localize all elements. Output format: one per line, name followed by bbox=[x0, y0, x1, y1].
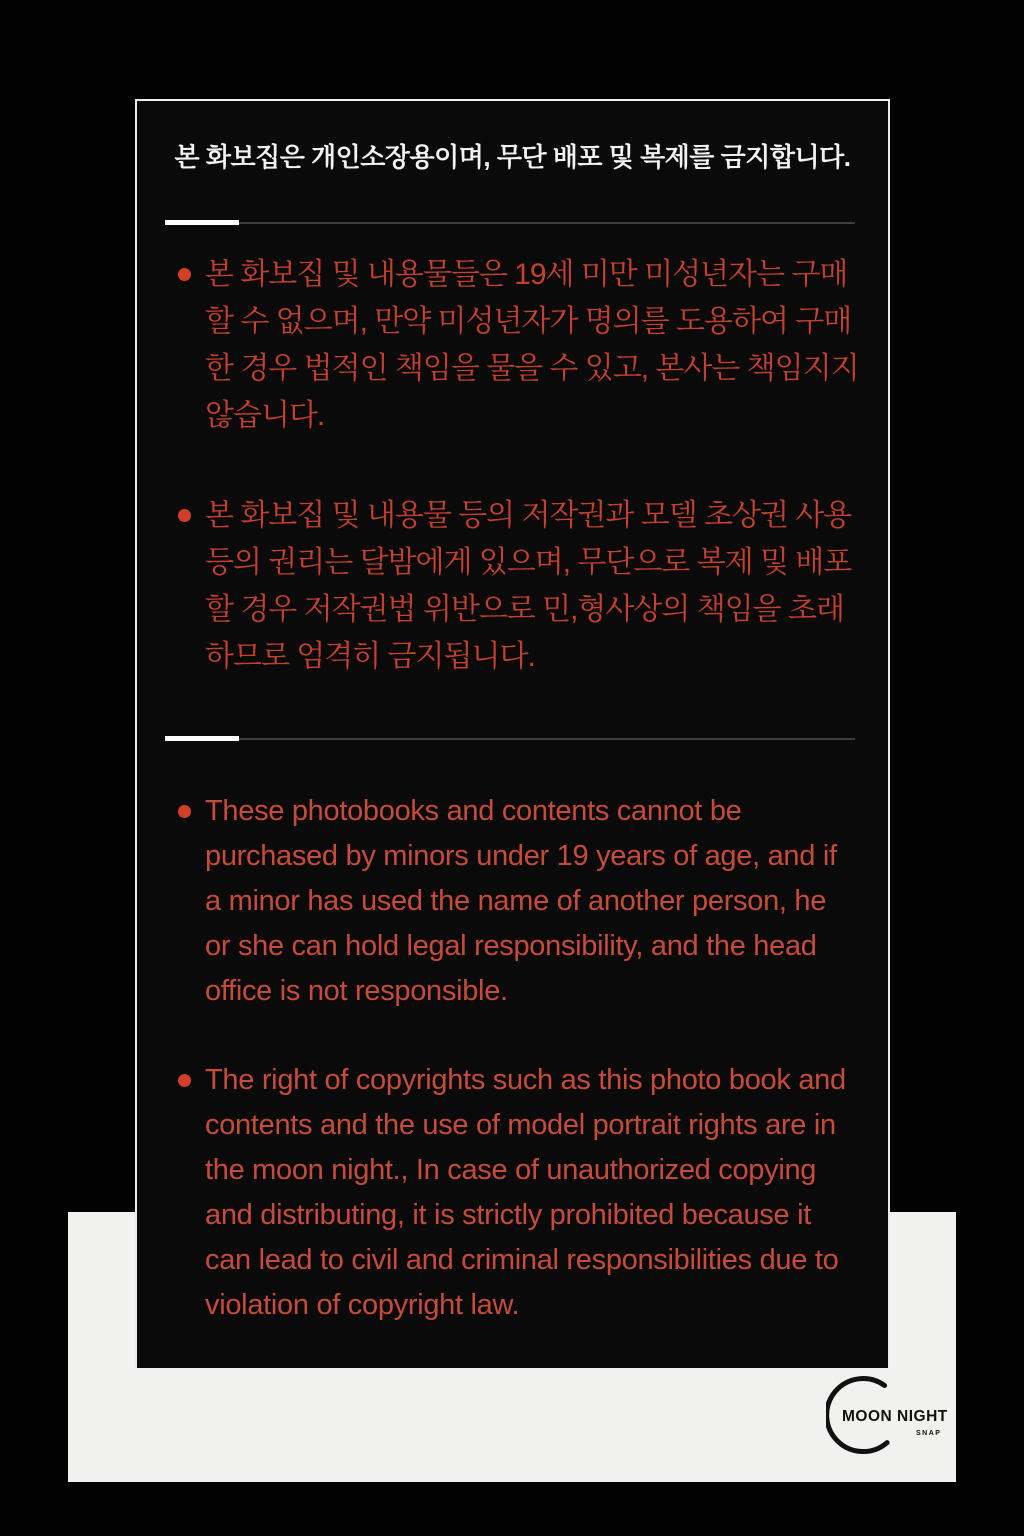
bullet-dot-icon bbox=[178, 805, 191, 818]
korean-notice-item bbox=[165, 251, 860, 439]
bullet-dot-icon bbox=[178, 268, 191, 281]
korean-notice-text: 본 화보집 및 내용물 등의 저작권과 모델 초상권 사용 등의 권리는 달밤에게 있으며, 무단으로 복제 및 배포할 경우 저작권법 위반으로 민,형사상의 책임을 초래하므로 엄격히 금지됩니다. bbox=[205, 499, 852, 673]
divider-accent bbox=[165, 220, 239, 225]
crescent-circle-icon bbox=[826, 1373, 951, 1463]
divider-line bbox=[165, 738, 855, 740]
moon-night-snap-logo bbox=[826, 1373, 951, 1463]
korean-notice-list bbox=[165, 251, 860, 680]
english-notice-item bbox=[165, 1058, 860, 1328]
english-notice-list bbox=[165, 789, 860, 1328]
divider-middle bbox=[165, 736, 855, 741]
bullet-dot-icon bbox=[178, 509, 191, 522]
divider-line bbox=[165, 222, 855, 224]
notice-card bbox=[135, 99, 890, 1368]
bullet-dot-icon bbox=[178, 1074, 191, 1087]
english-notice-text: The right of copyrights such as this photo book and contents and the use of model portrait rights are in the moon night., In case of unauthorized copying and distributing, it is strictly prohibited because it can lead to civil and criminal responsibilities due to violation of copyright law. bbox=[205, 1064, 846, 1321]
notice-title: 본 화보집은 개인소장용이며, 무단 배포 및 복제를 금지합니다. bbox=[174, 142, 851, 172]
korean-notice-item bbox=[165, 492, 860, 680]
korean-notice-text: 본 화보집 및 내용물들은 19세 미만 미성년자는 구매할 수 없으며, 만약 미성년자가 명의를 도용하여 구매한 경우 법적인 책임을 물을 수 있고, 본사는 책임지지 않습니다. bbox=[205, 258, 859, 432]
logo-text: MOON NIGHT bbox=[842, 1408, 948, 1425]
english-notice-item bbox=[165, 789, 860, 1014]
divider-top bbox=[165, 220, 855, 225]
divider-accent bbox=[165, 736, 239, 741]
logo-subtext: SNAP bbox=[916, 1430, 942, 1437]
english-notice-text: These photobooks and contents cannot be purchased by minors under 19 years of age, and if a minor has used the name of another person, he or she can hold legal responsibility, and the head office is not responsible. bbox=[205, 795, 837, 1007]
